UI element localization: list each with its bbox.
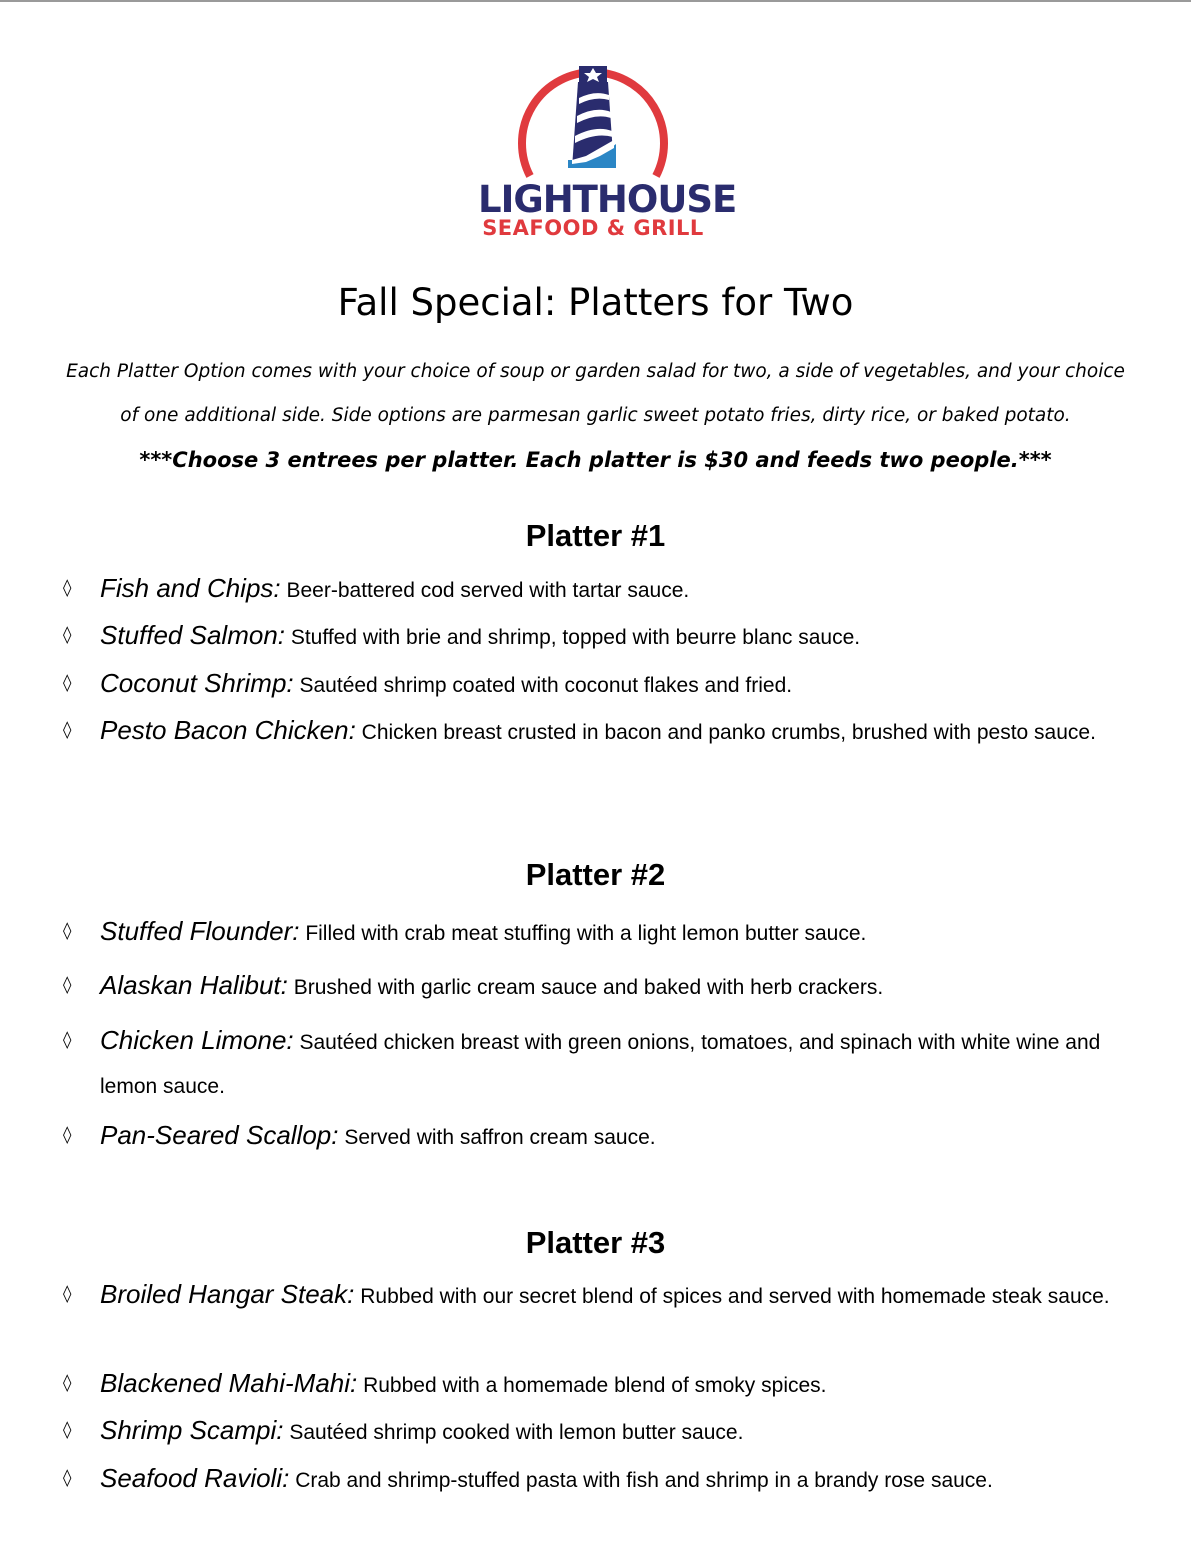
item-description: Rubbed with our secret blend of spices and served with homemade steak sauce. (360, 1285, 1110, 1308)
menu-item (63, 1113, 1120, 1160)
item-description: Sautéed shrimp coated with coconut flakes and fried. (299, 674, 793, 697)
item-name: Fish and Chips: (100, 573, 281, 603)
item-description: Stuffed with brie and shrimp, topped with beurre blanc sauce. (290, 626, 861, 649)
item-description: Served with saffron cream sauce. (344, 1126, 656, 1149)
bullet-icon: ◊ (63, 1030, 72, 1050)
menu-item (63, 963, 1120, 1010)
page-title: Fall Special: Platters for Two (337, 281, 854, 324)
bullet-icon: ◊ (63, 1373, 72, 1393)
bullet-icon: ◊ (63, 625, 72, 645)
item-name: Pan-Seared Scallop: (100, 1120, 339, 1150)
item-name: Pesto Bacon Chicken: (100, 715, 356, 745)
menu-item (63, 566, 1120, 613)
item-name: Shrimp Scampi: (100, 1415, 284, 1445)
bullet-icon: ◊ (63, 921, 72, 941)
bullet-icon: ◊ (63, 975, 72, 995)
menu-item (63, 1361, 1120, 1408)
item-description: Crab and shrimp-stuffed pasta with fish and shrimp in a brandy rose sauce. (295, 1469, 993, 1492)
pricing-callout: ***Choose 3 entrees per platter. Each platter is $30 and feeds two people.*** (139, 448, 1052, 472)
item-name: Broiled Hangar Steak: (100, 1279, 355, 1309)
item-name: Coconut Shrimp: (100, 668, 294, 698)
menu-item (63, 1408, 1120, 1455)
bullet-icon: ◊ (63, 1125, 72, 1145)
bullet-icon: ◊ (63, 673, 72, 693)
menu-item (63, 613, 1120, 660)
menu-item (63, 909, 1120, 956)
item-description: Filled with crab meat stuffing with a light lemon butter sauce. (305, 922, 867, 945)
logo-tagline: SEAFOOD & GRILL (482, 216, 704, 240)
bullet-icon: ◊ (63, 1420, 72, 1440)
menu-item (63, 708, 1120, 755)
menu-item (63, 1272, 1120, 1319)
item-name: Stuffed Flounder: (100, 916, 300, 946)
item-description: Beer-battered cod served with tartar sauce. (286, 579, 690, 602)
item-description: Sautéed chicken breast with green onions, tomatoes, and spinach with white wine and lemon sauce. (100, 1031, 1101, 1098)
platter-2-heading: Platter #2 (525, 857, 666, 892)
item-description: Chicken breast crusted in bacon and panko crumbs, brushed with pesto sauce. (361, 721, 1096, 744)
menu-item (63, 1018, 1120, 1109)
bullet-icon: ◊ (63, 1468, 72, 1488)
menu-item (63, 1456, 1120, 1503)
bullet-icon: ◊ (63, 578, 72, 598)
menu-item (63, 661, 1120, 708)
top-rule (0, 0, 1191, 2)
logo-name: LIGHTHOUSE (478, 178, 737, 221)
item-name: Alaskan Halibut: (100, 970, 288, 1000)
item-name: Seafood Ravioli: (100, 1463, 290, 1493)
bullet-icon: ◊ (63, 720, 72, 740)
item-name: Blackened Mahi-Mahi: (100, 1368, 358, 1398)
item-description: Sautéed shrimp cooked with lemon butter sauce. (289, 1421, 744, 1444)
item-description: Brushed with garlic cream sauce and baked with herb crackers. (293, 976, 884, 999)
intro-text: Each Platter Option comes with your choice of soup or garden salad for two, a side of vegetables, and your choice of one additional side. Side options are parmesan garlic sweet potato fries, dirty rice, or baked potato. (66, 361, 1125, 426)
bullet-icon: ◊ (63, 1284, 72, 1304)
platter-1-heading: Platter #1 (525, 518, 666, 553)
item-name: Chicken Limone: (100, 1025, 294, 1055)
item-description: Rubbed with a homemade blend of smoky spices. (363, 1374, 827, 1397)
platter-3-heading: Platter #3 (525, 1225, 666, 1260)
item-name: Stuffed Salmon: (100, 620, 285, 650)
